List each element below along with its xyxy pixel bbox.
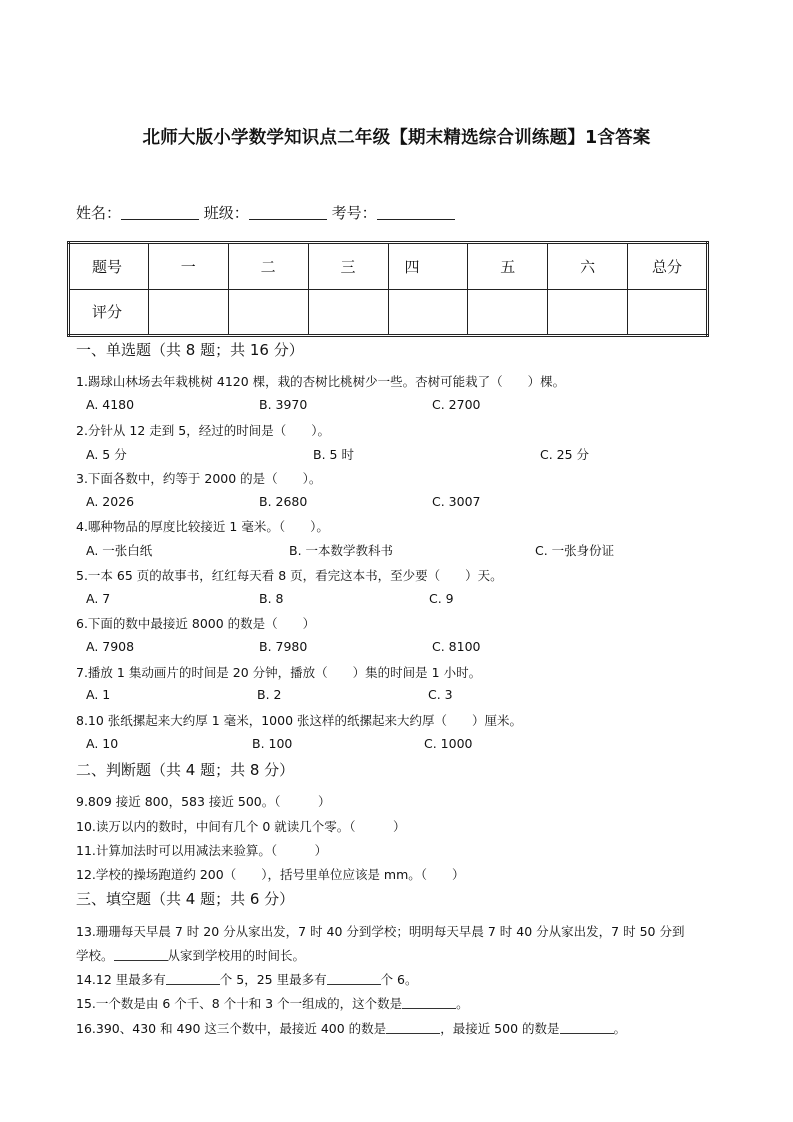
score-header-cell: 六 [548, 243, 628, 290]
question-text: 11.计算加法时可以用减法来验算。（ ） [76, 843, 328, 858]
question-text [76, 994, 469, 1012]
student-info-line [76, 202, 455, 223]
option[interactable]: B. 8 [259, 591, 284, 606]
score-cell[interactable] [548, 289, 628, 336]
score-table-header-row [69, 243, 708, 290]
question-text: 3.下面各数中，约等于 2000 的是（ ）。 [76, 471, 322, 486]
section-heading: 三、填空题（共 4 题；共 6 分） [76, 890, 295, 908]
score-header-cell: 题号 [69, 243, 149, 290]
option[interactable]: A. 5 分 [86, 447, 127, 462]
answer-blank[interactable] [560, 1021, 614, 1034]
option[interactable]: B. 100 [252, 736, 293, 751]
option[interactable]: C. 8100 [432, 639, 481, 654]
question-text: 5.一本 65 页的故事书，红红每天看 8 页，看完这本书，至少要（ ）天。 [76, 568, 503, 583]
number-blank[interactable] [377, 205, 455, 220]
q16-text-a: 16.390、430 和 490 这三个数中，最接近 400 的数是 [76, 1021, 387, 1036]
option[interactable]: A. 1 [86, 687, 111, 702]
number-label: 考号： [331, 204, 377, 222]
question-text: 10.读万以内的数时，中间有几个 0 就读几个零。（ ） [76, 819, 406, 834]
option[interactable]: C. 1000 [424, 736, 473, 751]
option[interactable]: C. 2700 [432, 397, 481, 412]
score-header-cell: 三 [308, 243, 388, 290]
option[interactable]: C. 25 分 [540, 447, 590, 462]
question-text: 13.珊珊每天早晨 7 时 20 分从家出发，7 时 40 分到学校；明明每天早晨 7 时 40 分从家出发，7 时 50 分到 [76, 924, 685, 939]
score-table-score-row [69, 289, 708, 336]
score-header-cell: 二 [228, 243, 308, 290]
answer-blank[interactable] [402, 996, 456, 1009]
q14-text-c: 个 6。 [380, 972, 418, 987]
q14-text-b: 个 5，25 里最多有 [219, 972, 327, 987]
name-blank[interactable] [121, 205, 199, 220]
question-text: 7.播放 1 集动画片的时间是 20 分钟，播放（ ）集的时间是 1 小时。 [76, 665, 482, 680]
page-title: 北师大版小学数学知识点二年级【期末精选综合训练题】1含答案 [142, 128, 651, 148]
answer-blank[interactable] [327, 972, 381, 985]
class-label: 班级： [203, 204, 249, 222]
score-header-cell: 一 [148, 243, 228, 290]
option[interactable]: B. 5 时 [313, 447, 354, 462]
answer-blank[interactable] [114, 948, 168, 961]
question-text [76, 970, 418, 988]
option[interactable]: C. 3007 [432, 494, 481, 509]
option[interactable]: B. 3970 [259, 397, 308, 412]
question-text [76, 946, 305, 964]
option[interactable]: B. 2680 [259, 494, 308, 509]
option[interactable]: B. 2 [257, 687, 282, 702]
section-heading: 一、单选题（共 8 题；共 16 分） [76, 341, 304, 359]
score-row-label: 评分 [69, 289, 149, 336]
question-text: 8.10 张纸摞起来大约厚 1 毫米，1000 张这样的纸摞起来大约厚（ ）厘米。 [76, 713, 522, 728]
option[interactable]: C. 一张身份证 [535, 543, 615, 558]
answer-blank[interactable] [386, 1021, 440, 1034]
q15-text-b: 。 [456, 996, 469, 1011]
option[interactable]: A. 一张白纸 [86, 543, 153, 558]
q13-text-a: 学校。 [76, 948, 114, 963]
score-table [67, 241, 709, 337]
q14-text-a: 14.12 里最多有 [76, 972, 166, 987]
score-cell[interactable] [628, 289, 708, 336]
class-blank[interactable] [249, 205, 327, 220]
question-text: 2.分针从 12 走到 5，经过的时间是（ ）。 [76, 423, 330, 438]
question-text: 4.哪种物品的厚度比较接近 1 毫米。（ ）。 [76, 519, 329, 534]
option[interactable]: B. 一本数学教科书 [289, 543, 394, 558]
score-cell[interactable] [228, 289, 308, 336]
question-text: 12.学校的操场跑道约 200（ ），括号里单位应该是 mm。（ ） [76, 867, 465, 882]
option[interactable]: A. 4180 [86, 397, 135, 412]
question-text: 1.踢球山林场去年栽桃树 4120 棵，栽的杏树比桃树少一些。杏树可能栽了（ ）棵。 [76, 374, 566, 389]
answer-blank[interactable] [166, 972, 220, 985]
score-cell[interactable] [468, 289, 548, 336]
q16-text-b: ，最接近 500 的数是 [440, 1021, 560, 1036]
score-cell[interactable] [148, 289, 228, 336]
option[interactable]: C. 3 [428, 687, 453, 702]
score-cell[interactable] [388, 289, 468, 336]
name-label: 姓名： [76, 204, 122, 222]
option[interactable]: B. 7980 [259, 639, 308, 654]
question-text [76, 1019, 626, 1037]
score-cell[interactable] [308, 289, 388, 336]
score-header-cell: 四 [388, 243, 468, 290]
q13-text-b: 从家到学校用的时间长。 [167, 948, 306, 963]
score-header-cell: 总分 [628, 243, 708, 290]
option[interactable]: A. 2026 [86, 494, 135, 509]
score-header-cell: 五 [468, 243, 548, 290]
q16-text-c: 。 [613, 1021, 627, 1036]
question-text: 6.下面的数中最接近 8000 的数是（ ） [76, 616, 316, 631]
option[interactable]: A. 7908 [86, 639, 135, 654]
q15-text-a: 15.一个数是由 6 个千、8 个十和 3 个一组成的，这个数是 [76, 996, 403, 1011]
question-text: 9.809 接近 800，583 接近 500。（ ） [76, 794, 331, 809]
option[interactable]: C. 9 [429, 591, 454, 606]
option[interactable]: A. 7 [86, 591, 111, 606]
section-heading: 二、判断题（共 4 题；共 8 分） [76, 761, 295, 779]
option[interactable]: A. 10 [86, 736, 119, 751]
